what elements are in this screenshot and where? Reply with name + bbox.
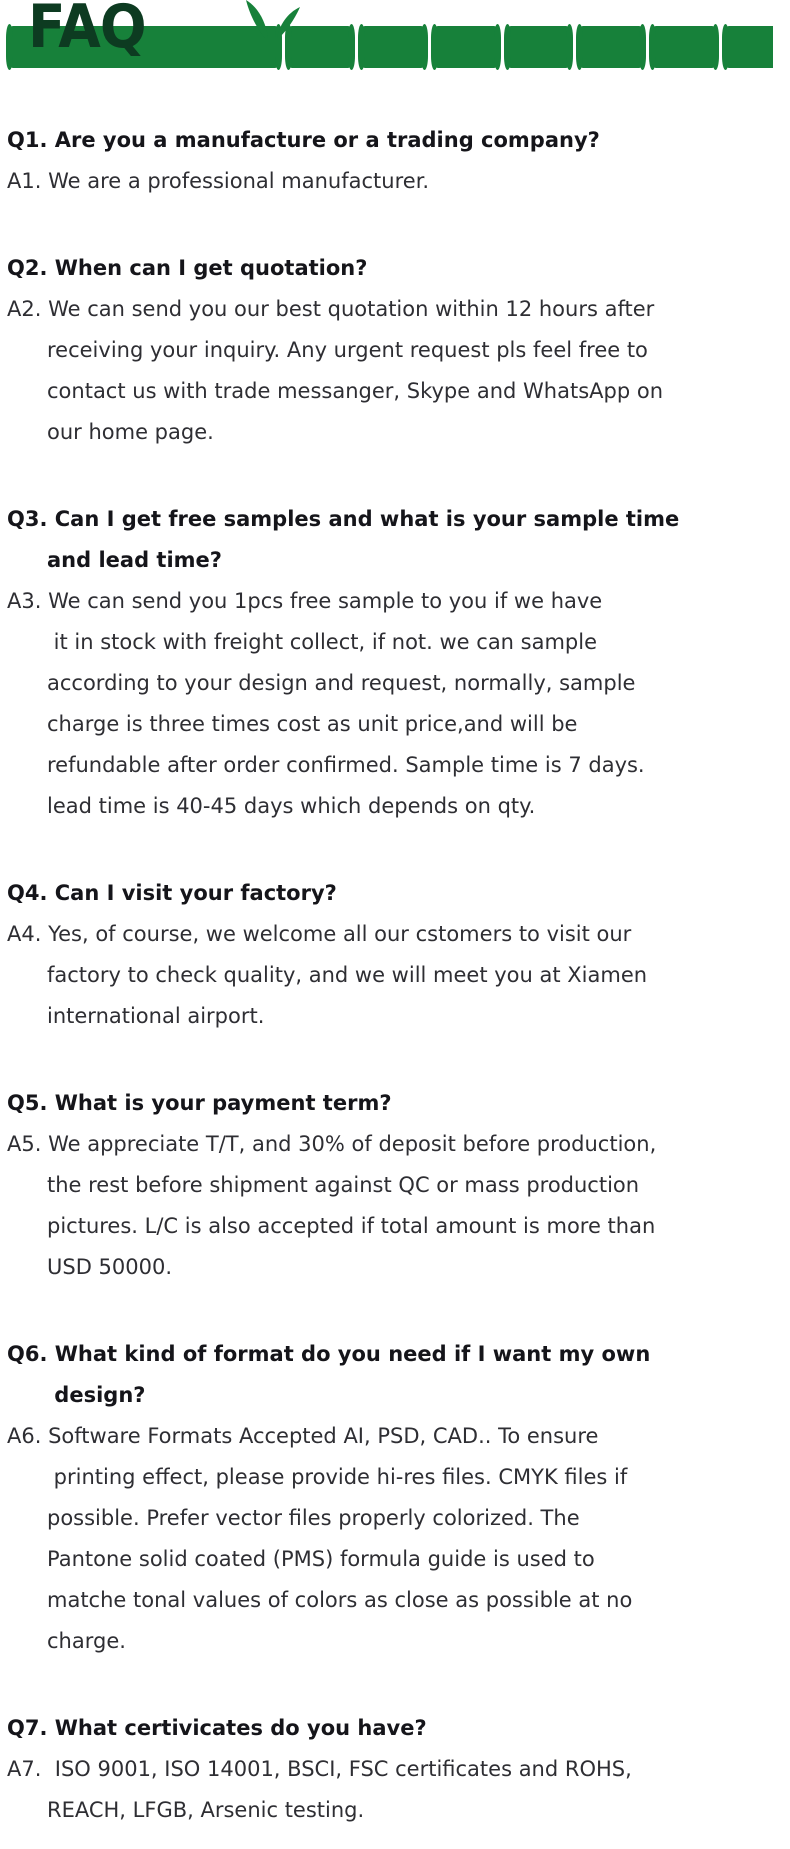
faq-item	[7, 1708, 780, 1831]
bamboo-leaf-icon	[246, 0, 306, 38]
faq-question-line: Q6. What kind of format do you need if I want my own	[7, 1342, 651, 1366]
faq-answer-line: A5. We appreciate T/T, and 30% of deposit before production,	[7, 1132, 657, 1156]
bamboo-segment	[432, 26, 500, 68]
faq-answer-line: REACH, LFGB, Arsenic testing.	[47, 1798, 365, 1822]
faq-question-line: Q3. Can I get free samples and what is your sample time	[7, 507, 680, 531]
bamboo-segment	[505, 26, 572, 68]
faq-answer-line: Pantone solid coated (PMS) formula guide is used to	[47, 1547, 595, 1571]
faq-answer-line: the rest before shipment against QC or mass production	[47, 1173, 640, 1197]
faq-answer-line: possible. Prefer vector files properly colorized. The	[47, 1506, 580, 1530]
faq-answer-line: contact us with trade messanger, Skype and WhatsApp on	[47, 379, 664, 403]
faq-answer-line: A6. Software Formats Accepted AI, PSD, CAD.. To ensure	[7, 1424, 599, 1448]
faq-item	[7, 499, 780, 827]
faq-question-line: Q4. Can I visit your factory?	[7, 881, 337, 905]
bamboo-segment	[359, 26, 427, 68]
faq-answer-line: charge.	[47, 1629, 126, 1653]
faq-item	[7, 1083, 780, 1288]
faq-list	[0, 120, 790, 1831]
faq-answer-line: printing effect, please provide hi-res files. CMYK files if	[47, 1465, 628, 1489]
faq-question-line: Q2. When can I get quotation?	[7, 256, 368, 280]
faq-answer-line: pictures. L/C is also accepted if total amount is more than	[47, 1214, 656, 1238]
faq-answer-line: factory to check quality, and we will meet you at Xiamen	[47, 963, 648, 987]
faq-answer-line: according to your design and request, normally, sample	[47, 671, 636, 695]
faq-item	[7, 873, 780, 1037]
bamboo-segment	[650, 26, 718, 68]
faq-answer-line: receiving your inquiry. Any urgent request pls feel free to	[47, 338, 648, 362]
faq-answer-line: A3. We can send you 1pcs free sample to you if we have	[7, 589, 603, 613]
faq-title: FAQ	[28, 0, 146, 61]
bamboo-segment	[577, 26, 645, 68]
faq-question-line: Q5. What is your payment term?	[7, 1091, 392, 1115]
faq-item	[7, 248, 780, 453]
faq-answer-line: our home page.	[47, 420, 214, 444]
faq-answer-line: international airport.	[47, 1004, 265, 1028]
faq-answer-line: charge is three times cost as unit price,and will be	[47, 712, 578, 736]
bamboo-segment	[723, 26, 773, 68]
faq-question-line: Q1. Are you a manufacture or a trading company?	[7, 128, 600, 152]
faq-answer-line: matche tonal values of colors as close as possible at no	[47, 1588, 633, 1612]
faq-banner	[0, 0, 790, 80]
faq-answer-line: A2. We can send you our best quotation within 12 hours after	[7, 297, 655, 321]
faq-question-line: design?	[47, 1383, 146, 1407]
faq-question-line: and lead time?	[47, 548, 222, 572]
faq-question-line: Q7. What certivicates do you have?	[7, 1716, 427, 1740]
faq-answer-line: A7. ISO 9001, ISO 14001, BSCI, FSC certificates and ROHS,	[7, 1757, 632, 1781]
faq-answer-line: A4. Yes, of course, we welcome all our cstomers to visit our	[7, 922, 632, 946]
faq-answer-line: refundable after order confirmed. Sample time is 7 days.	[47, 753, 645, 777]
faq-item	[7, 120, 780, 202]
faq-answer-line: A1. We are a professional manufacturer.	[7, 169, 430, 193]
faq-item	[7, 1334, 780, 1662]
faq-answer-line: USD 50000.	[47, 1255, 173, 1279]
faq-answer-line: it in stock with freight collect, if not. we can sample	[47, 630, 598, 654]
faq-answer-line: lead time is 40-45 days which depends on qty.	[47, 794, 536, 818]
